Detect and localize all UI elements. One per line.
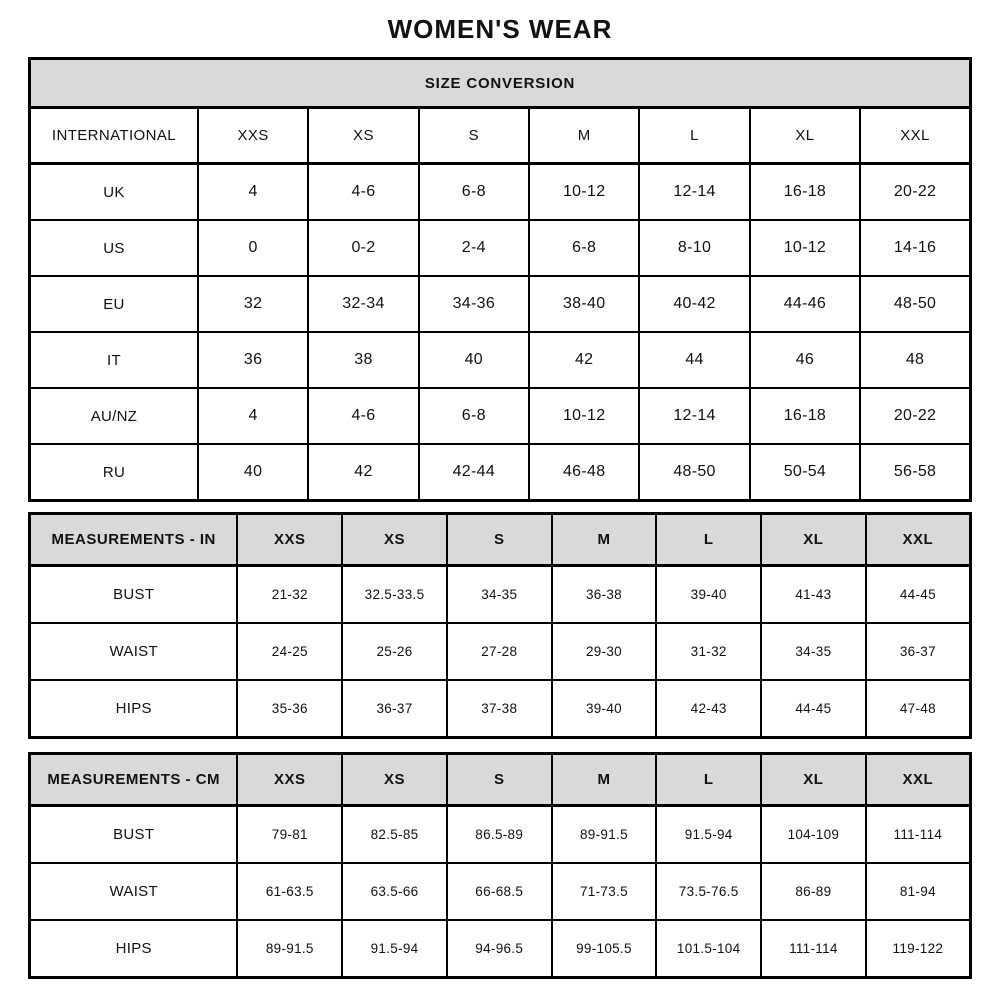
measure-cell: 34-35: [761, 623, 866, 680]
measure-cell: 31-32: [656, 623, 761, 680]
measure-cell: 32.5-33.5: [342, 566, 447, 624]
measure-cell: 42-43: [656, 680, 761, 738]
row-label: WAIST: [30, 863, 238, 920]
size-cell: 44: [639, 332, 749, 388]
size-cell: 0: [198, 220, 308, 276]
table-row-uk: [30, 164, 971, 221]
size-cell: 8-10: [639, 220, 749, 276]
size-cell: 32: [198, 276, 308, 332]
measure-cell: 25-26: [342, 623, 447, 680]
measurements-in-header-row: [30, 514, 971, 566]
size-header: XXL: [866, 514, 971, 566]
row-label: BUST: [30, 806, 238, 864]
table-row-hips-cm: [30, 920, 971, 978]
size-cell: 56-58: [860, 444, 970, 501]
measure-cell: 111-114: [866, 806, 971, 864]
size-cell: S: [419, 108, 529, 164]
table-row-ru: [30, 444, 971, 501]
measure-cell: 21-32: [237, 566, 342, 624]
size-cell: 38-40: [529, 276, 639, 332]
row-label: US: [30, 220, 198, 276]
size-cell: 10-12: [529, 388, 639, 444]
size-cell: 16-18: [750, 388, 860, 444]
size-conversion-header: SIZE CONVERSION: [30, 59, 971, 108]
measure-cell: 89-91.5: [552, 806, 657, 864]
measure-cell: 73.5-76.5: [656, 863, 761, 920]
row-label: RU: [30, 444, 198, 501]
size-cell: 48: [860, 332, 970, 388]
size-cell: 14-16: [860, 220, 970, 276]
size-cell: 36: [198, 332, 308, 388]
size-cell: 42-44: [419, 444, 529, 501]
size-cell: 44-46: [750, 276, 860, 332]
measure-cell: 36-37: [866, 623, 971, 680]
table-row-waist-in: [30, 623, 971, 680]
size-cell: 4: [198, 164, 308, 221]
measure-cell: 35-36: [237, 680, 342, 738]
table-row-international: [30, 108, 971, 164]
measure-cell: 66-68.5: [447, 863, 552, 920]
size-conversion-table: [28, 57, 972, 502]
size-cell: 48-50: [639, 444, 749, 501]
row-label: EU: [30, 276, 198, 332]
size-cell: 32-34: [308, 276, 418, 332]
measure-cell: 41-43: [761, 566, 866, 624]
measure-cell: 101.5-104: [656, 920, 761, 978]
size-header: L: [656, 754, 761, 806]
size-cell: 0-2: [308, 220, 418, 276]
size-cell: 40: [198, 444, 308, 501]
size-header: S: [447, 514, 552, 566]
size-cell: 50-54: [750, 444, 860, 501]
measure-cell: 71-73.5: [552, 863, 657, 920]
size-cell: 20-22: [860, 388, 970, 444]
measure-cell: 91.5-94: [656, 806, 761, 864]
size-cell: 2-4: [419, 220, 529, 276]
size-cell: 20-22: [860, 164, 970, 221]
measure-cell: 79-81: [237, 806, 342, 864]
measurements-in-header: MEASUREMENTS - IN: [30, 514, 238, 566]
table-row-bust-in: [30, 566, 971, 624]
measure-cell: 94-96.5: [447, 920, 552, 978]
size-cell: 48-50: [860, 276, 970, 332]
size-cell: 42: [308, 444, 418, 501]
table-row-it: [30, 332, 971, 388]
size-cell: 12-14: [639, 164, 749, 221]
size-header: S: [447, 754, 552, 806]
size-cell: 4: [198, 388, 308, 444]
size-cell: L: [639, 108, 749, 164]
size-header: XS: [342, 514, 447, 566]
size-cell: 40-42: [639, 276, 749, 332]
page-title: WOMEN'S WEAR: [387, 14, 613, 44]
measure-cell: 61-63.5: [237, 863, 342, 920]
size-cell: 6-8: [419, 388, 529, 444]
size-header: XXL: [866, 754, 971, 806]
size-cell: XS: [308, 108, 418, 164]
measure-cell: 111-114: [761, 920, 866, 978]
measure-cell: 86-89: [761, 863, 866, 920]
size-header: XL: [761, 754, 866, 806]
measure-cell: 89-91.5: [237, 920, 342, 978]
table-row-us: [30, 220, 971, 276]
measurements-in-table: [28, 512, 972, 739]
row-label: HIPS: [30, 680, 238, 738]
size-cell: M: [529, 108, 639, 164]
measure-cell: 99-105.5: [552, 920, 657, 978]
measure-cell: 81-94: [866, 863, 971, 920]
size-cell: 12-14: [639, 388, 749, 444]
measure-cell: 63.5-66: [342, 863, 447, 920]
measure-cell: 29-30: [552, 623, 657, 680]
size-cell: XXS: [198, 108, 308, 164]
table-row-hips-in: [30, 680, 971, 738]
row-label: INTERNATIONAL: [30, 108, 198, 164]
measure-cell: 44-45: [866, 566, 971, 624]
size-cell: 46-48: [529, 444, 639, 501]
row-label: AU/NZ: [30, 388, 198, 444]
table-row-waist-cm: [30, 863, 971, 920]
measure-cell: 104-109: [761, 806, 866, 864]
size-cell: 46: [750, 332, 860, 388]
measurements-cm-header-row: [30, 754, 971, 806]
size-cell: XXL: [860, 108, 970, 164]
table-row-bust-cm: [30, 806, 971, 864]
size-header: L: [656, 514, 761, 566]
measure-cell: 34-35: [447, 566, 552, 624]
size-cell: 4-6: [308, 388, 418, 444]
measure-cell: 91.5-94: [342, 920, 447, 978]
size-cell: 16-18: [750, 164, 860, 221]
measure-cell: 119-122: [866, 920, 971, 978]
size-cell: 42: [529, 332, 639, 388]
size-conversion-header-row: [30, 59, 971, 108]
measure-cell: 39-40: [656, 566, 761, 624]
size-header: M: [552, 754, 657, 806]
measure-cell: 82.5-85: [342, 806, 447, 864]
measurements-cm-header: MEASUREMENTS - CM: [30, 754, 238, 806]
row-label: HIPS: [30, 920, 238, 978]
measure-cell: 86.5-89: [447, 806, 552, 864]
measure-cell: 39-40: [552, 680, 657, 738]
size-cell: 10-12: [529, 164, 639, 221]
measure-cell: 36-37: [342, 680, 447, 738]
size-cell: 6-8: [419, 164, 529, 221]
measure-cell: 27-28: [447, 623, 552, 680]
size-header: XXS: [237, 514, 342, 566]
size-header: M: [552, 514, 657, 566]
table-row-aunz: [30, 388, 971, 444]
size-cell: XL: [750, 108, 860, 164]
size-cell: 6-8: [529, 220, 639, 276]
measure-cell: 47-48: [866, 680, 971, 738]
size-header: XS: [342, 754, 447, 806]
size-header: XXS: [237, 754, 342, 806]
row-label: IT: [30, 332, 198, 388]
measure-cell: 37-38: [447, 680, 552, 738]
row-label: UK: [30, 164, 198, 221]
size-cell: 4-6: [308, 164, 418, 221]
size-cell: 10-12: [750, 220, 860, 276]
measure-cell: 24-25: [237, 623, 342, 680]
measurements-cm-table: [28, 752, 972, 979]
measure-cell: 36-38: [552, 566, 657, 624]
row-label: WAIST: [30, 623, 238, 680]
size-cell: 34-36: [419, 276, 529, 332]
measure-cell: 44-45: [761, 680, 866, 738]
size-cell: 38: [308, 332, 418, 388]
row-label: BUST: [30, 566, 238, 624]
table-row-eu: [30, 276, 971, 332]
size-cell: 40: [419, 332, 529, 388]
size-header: XL: [761, 514, 866, 566]
